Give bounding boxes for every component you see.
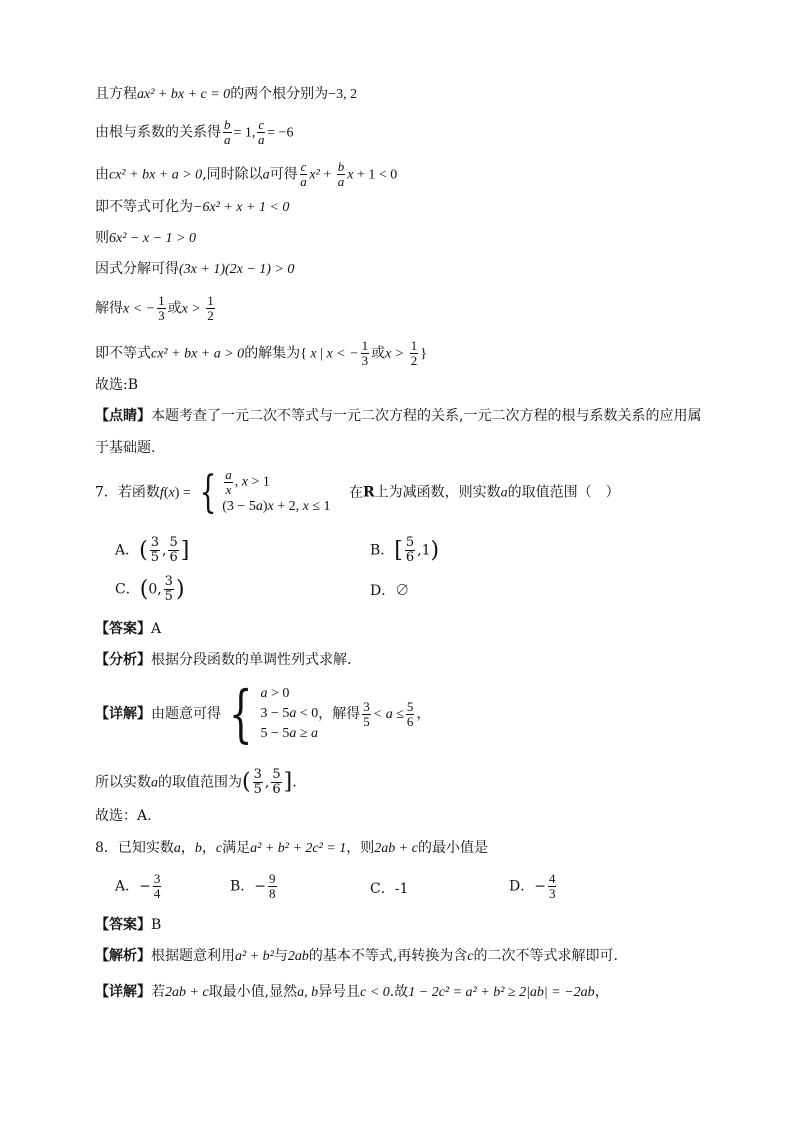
q8-answer: 【答案】B	[95, 917, 162, 933]
q7-option-c[interactable]: C．(0, $\frac{3}{5}$ )	[115, 574, 185, 604]
q8-option-b[interactable]: B．− $\frac{9}{8}$	[230, 871, 276, 901]
solution-line-6: 因式分解可得(3x + 1)(2x − 1) > 0	[95, 261, 295, 277]
piecewise-function: $\frac{a}{x}$ , x > 1 (3 − 5a)x + 2, x ≤ 1	[222, 467, 331, 514]
solution-line-2: 由根与系数的关系得 $\frac{b}{a}$ = 1, $\frac{c}{a}$ = −6	[95, 117, 294, 147]
q7-pick: 故选：A.	[95, 808, 152, 824]
question-8-stem: 8．已知实数a，b，c满足a² + b² + 2c² = 1，则2ab + c的最小值是	[95, 840, 488, 856]
q7-analysis: 【分析】根据分段函数的单调性列式求解.	[95, 652, 352, 668]
solution-line-7: 解得x < − $\frac{1}{3}$ 或x > $\frac{1}{2}$	[95, 293, 214, 323]
q7-range: 所以实数a的取值范围为( $\frac{3}{5}$ , $\frac{5}{6}$ ].	[95, 767, 297, 797]
q7-detail: 【详解】由题意可得 { a > 0 3 − 5a < 0 5 − 5a ≥ a ，解得 $\frac{3}{5}$ < a ≤ $\frac{5}{6}$ ，	[95, 677, 431, 750]
equation: ax² + bx + c = 0	[137, 87, 231, 102]
q8-option-a[interactable]: A．− $\frac{3}{4}$	[115, 871, 161, 901]
q8-option-d[interactable]: D．− $\frac{4}{3}$	[509, 871, 556, 901]
solution-line-1: 且方程ax² + bx + c = 0的两个根分别为−3, 2	[95, 86, 358, 102]
q7-option-a[interactable]: A．( $\frac{3}{5}$ , $\frac{5}{6}$ ]	[115, 535, 190, 565]
q8-jiexi: 【解析】根据题意利用a² + b²与2ab的基本不等式,再转换为含c的二次不等式求解即可.	[95, 948, 618, 964]
q7-option-b[interactable]: B．[ $\frac{5}{6}$ ,1)	[370, 535, 440, 565]
solution-line-8: 即不等式cx² + bx + a > 0的解集为{ x | x < − $\frac{1}{3}$ 或x > $\frac{1}{2}$ }	[95, 338, 427, 368]
solution-line-4: 即不等式可化为−6x² + x + 1 < 0	[95, 199, 290, 215]
q7-option-d[interactable]: D．∅	[370, 583, 410, 599]
dianjing-line-1: 【点睛】本题考查了一元二次不等式与一元二次方程的关系,一元二次方程的根与系数关系的应用属	[95, 408, 702, 424]
solution-line-3: 由cx² + bx + a > 0,同时除以a可得 $\frac{c}{a}$ x² + $\frac{b}{a}$ x + 1 < 0	[95, 159, 398, 189]
q8-detail: 【详解】若2ab + c取最小值,显然a, b异号且c < 0.故1 − 2c² = a² + b² ≥ 2|ab| = −2ab，	[95, 984, 609, 1000]
solution-line-5: 则6x² − x − 1 > 0	[95, 230, 196, 246]
q7-answer: 【答案】A	[95, 621, 162, 637]
solution-line-9: 故选:B	[95, 377, 139, 393]
q8-option-c[interactable]: C．-1	[370, 881, 409, 897]
dianjing-line-2: 于基础题.	[95, 440, 156, 456]
question-7-stem: 7．若函数f(x) = { $\frac{a}{x}$ , x > 1 (3 − 5a)x + 2, x ≤ 1 在R上为减函数，则实数a的取值范围（ ）	[95, 466, 620, 518]
